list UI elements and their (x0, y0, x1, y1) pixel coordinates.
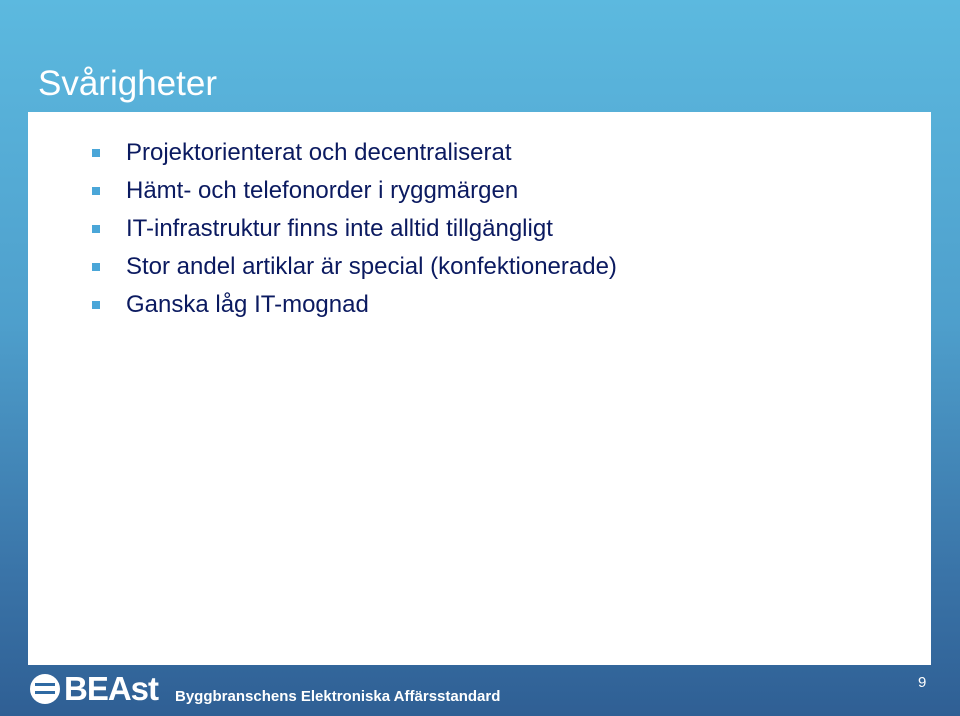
square-bullet-icon (92, 263, 100, 271)
logo-text: BEAst (64, 670, 159, 707)
globe-icon (30, 674, 60, 704)
footer-organization: Byggbranschens Elektroniska Affärsstandard (175, 688, 501, 705)
bullet-item (126, 210, 617, 248)
bullet-item (126, 248, 617, 286)
content-panel (28, 112, 931, 665)
beast-logo (30, 672, 158, 706)
bullet-text: Ganska låg IT-mognad (126, 291, 369, 318)
bullet-item (126, 134, 617, 172)
square-bullet-icon (92, 301, 100, 309)
square-bullet-icon (92, 187, 100, 195)
square-bullet-icon (92, 149, 100, 157)
bullet-text: Hämt- och telefonorder i ryggmärgen (126, 177, 519, 204)
bullet-text: IT-infrastruktur finns inte alltid tillgängligt (126, 215, 553, 242)
bullet-item (126, 172, 617, 210)
square-bullet-icon (92, 225, 100, 233)
bullet-text: Projektorienterat och decentraliserat (126, 139, 512, 166)
slide-title: Svårigheter (38, 64, 217, 103)
page-number: 9 (918, 674, 927, 691)
bullet-item (126, 286, 617, 324)
bullet-list (126, 134, 617, 324)
bullet-text: Stor andel artiklar är special (konfektionerade) (126, 253, 617, 280)
